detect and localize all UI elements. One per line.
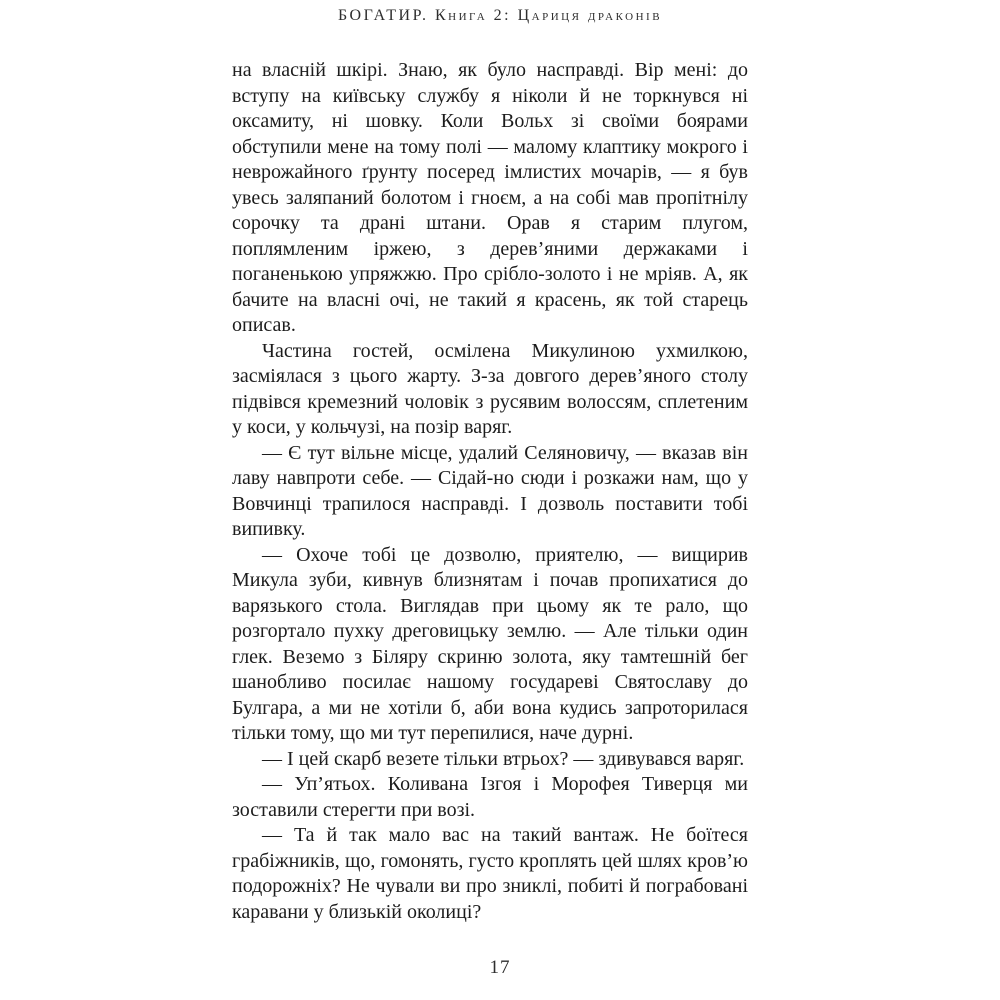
paragraph: Частина гостей, осмілена Микулиною ухмилкою, засміялася з цього жарту. З-за довгого дерев’яного столу підвівся кремезний чоловік з русявим волоссям, сплетеним у коси, у кольчузі, на позір варяг. bbox=[232, 339, 748, 438]
running-header: БОГАТИР. Книга 2: Цариця драконів bbox=[337, 7, 663, 24]
dialogue-paragraph: — Та й так мало вас на такий вантаж. Не боїтеся грабіжників, що, гомонять, густо кроплять цей шлях кров’ю подорожніх? Не чували ви про зниклі, побиті й пограбовані каравани у близькій околиці? bbox=[232, 824, 748, 923]
page-number: 17 bbox=[489, 957, 511, 978]
dialogue-paragraph: — Уп’ятьох. Коливана Ізгоя і Морофея Тиверця ми зоставили стерегти при возі. bbox=[232, 773, 748, 821]
dialogue-paragraph: — Охоче тобі це дозволю, приятелю, — вищирив Микула зуби, кивнув близнятам і почав пропихатися до варязького стола. Виглядав при цьому як те рало, що розгортало пухку дреговицьку землю. — Але тільки один глек. Веземо з Біляру скриню золота, яку тамтешній бег шанобливо посилає нашому государеві Святославу до Булгара, а ми не хотіли б, аби вона кудись запроторилася тільки тому, що ми тут перепилися, наче дурні. bbox=[232, 543, 748, 744]
paragraph-continuation: на власній шкірі. Знаю, як було насправді. Вір мені: до вступу на київську службу я ніколи й не торкнувся ні оксамиту, ні шовку. Коли Вольх зі своїми боярами обступили мене на тому полі — малому клаптику мокрого і неврожайного ґрунту посеред імлистих мочарів, — я був увесь заляпаний болотом і гноєм, а на собі мав пропітнілу сорочку та драні штани. Орав я старим плугом, поплямленим іржею, з дерев’яними держаками і поганенькою упряжжю. Про срібло-золото і не мріяв. А, як бачите на власні очі, не такий я красень, як той старець описав. bbox=[232, 59, 748, 336]
text-block bbox=[232, 58, 748, 925]
dialogue-paragraph: — І цей скарб везете тільки втрьох? — здивувався варяг. bbox=[262, 747, 745, 770]
dialogue-paragraph: — Є тут вільне місце, удалий Селяновичу, — вказав він лаву навпроти себе. — Сідай-но сюди і розкажи нам, що у Вовчинці трапилося насправді. І дозволь поставити тобі випивку. bbox=[232, 441, 748, 540]
